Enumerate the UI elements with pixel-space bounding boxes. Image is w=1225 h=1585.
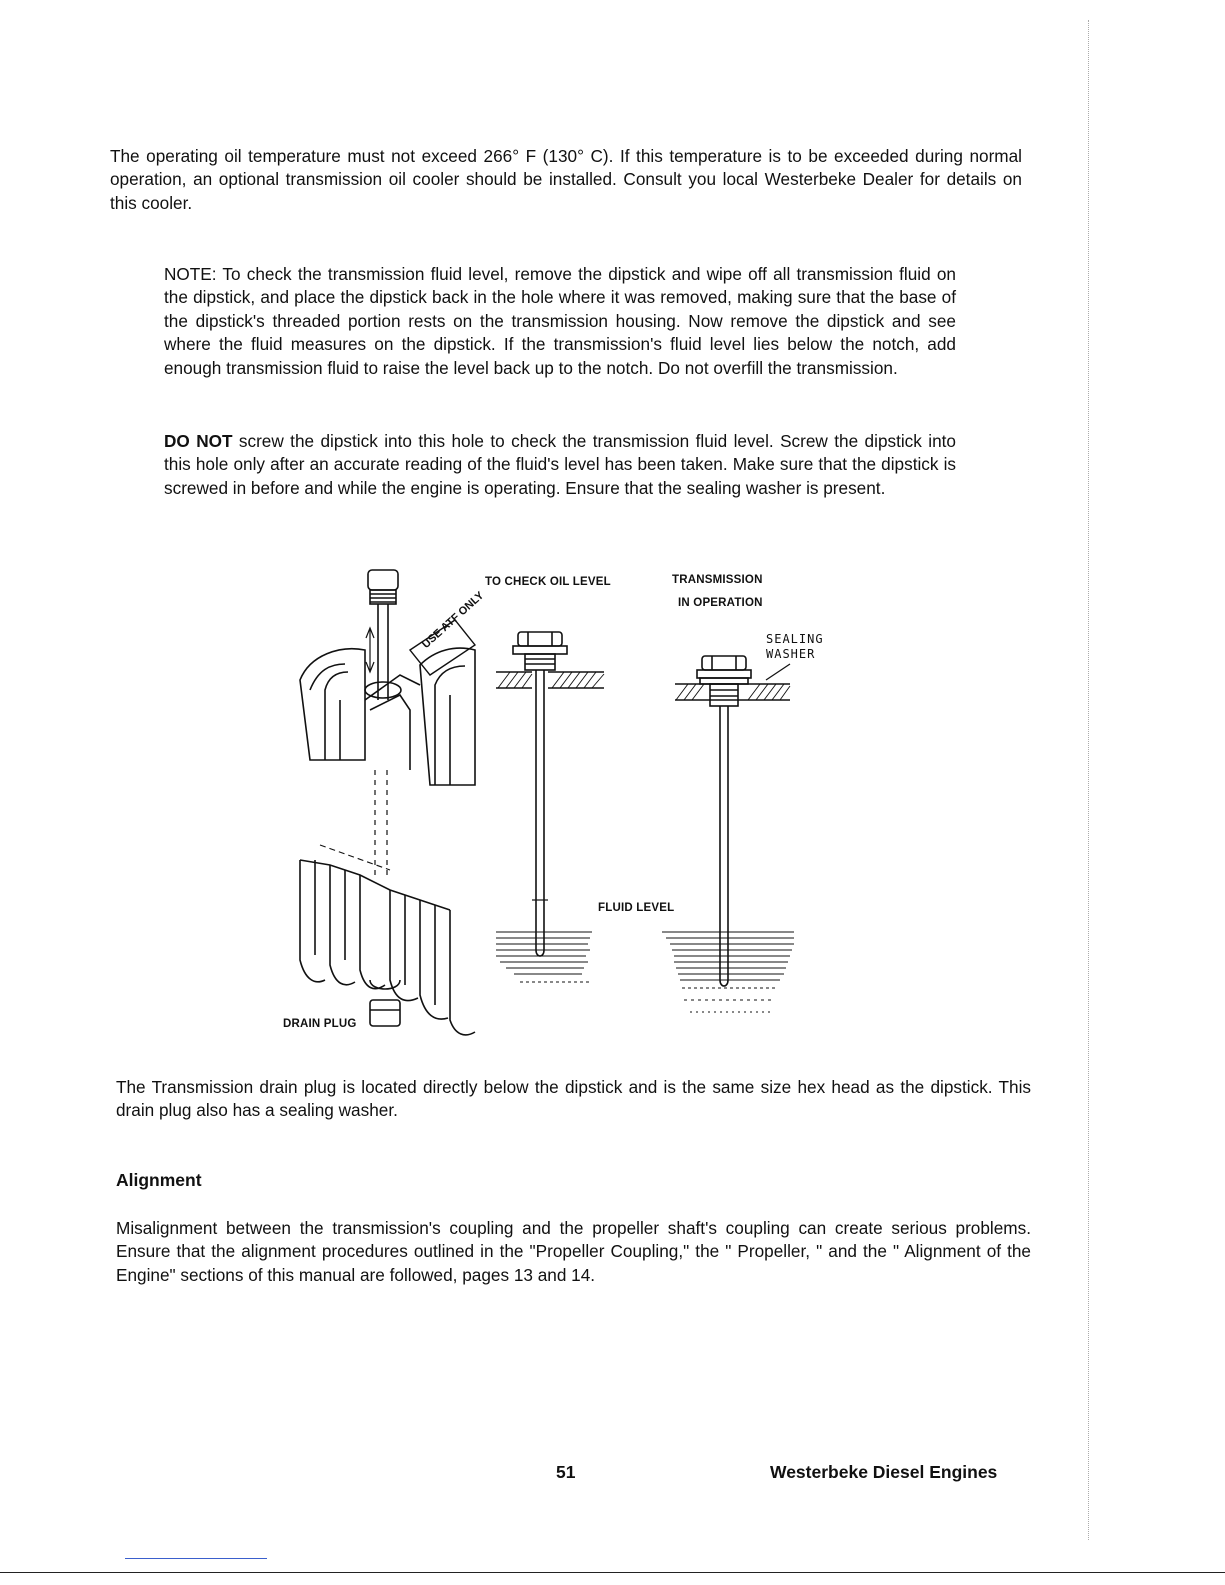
drain-plug-label: DRAIN PLUG: [283, 1018, 357, 1030]
bottom-rule: [0, 1572, 1225, 1573]
margin-divider: [1088, 20, 1089, 1540]
fluid-level-label: FLUID LEVEL: [598, 902, 675, 914]
footer-brand: Westerbeke Diesel Engines: [770, 1462, 998, 1482]
do-not-text: screw the dipstick into this hole to check the transmission fluid level. Screw the dipstick into this hole only after an accurate reading of the fluid's level has been taken. Make sure that the dipstick is screwed in before and while the engine is operating. Ensure that the sealing washer is present.: [164, 431, 956, 498]
drain-plug-paragraph: The Transmission drain plug is located directly below the dipstick and is the same size hex head as the dipstick. This drain plug also has a sealing washer.: [116, 1077, 1031, 1121]
alignment-heading: Alignment: [116, 1170, 202, 1190]
sealing-label: SEALING: [766, 632, 824, 646]
do-not-emphasis: DO NOT: [164, 431, 233, 451]
do-not-paragraph: [164, 430, 956, 500]
washer-label: WASHER: [766, 647, 816, 661]
note-paragraph: NOTE: To check the transmission fluid level, remove the dipstick and wipe off all transmission fluid on the dipstick, and place the dipstick back in the hole where it was removed, making sure that the base of the dipstick's threaded portion rests on the transmission housing. Now remove the dipstick and see where the fluid measures on the dipstick. If the transmission's fluid level lies below the notch, add enough transmission fluid to raise the level back up to the notch. Do not overfill the transmission.: [164, 264, 956, 378]
to-check-oil-level-label: TO CHECK OIL LEVEL: [485, 576, 611, 588]
housing-dipstick: [365, 570, 401, 880]
in-operation-label: IN OPERATION: [678, 597, 763, 609]
check-level-hatching: [498, 672, 604, 688]
atf-sticker-text: USE ATF ONLY: [420, 589, 487, 651]
check-level-dipstick: [496, 632, 604, 956]
dipstick-illustration: [270, 560, 850, 1040]
bottom-link-underline: [125, 1558, 267, 1559]
operation-hatching: [676, 684, 790, 700]
alignment-paragraph: Misalignment between the transmission's coupling and the propeller shaft's coupling can create serious problems. Ensure that the alignment procedures outlined in the "Propeller Coupling," the " Propeller, " and the " Alignment of the Engine" sections of this manual are followed, pages 13 and 14.: [116, 1218, 1031, 1285]
operation-dipstick: [675, 656, 790, 986]
transmission-label: TRANSMISSION: [672, 574, 763, 586]
page-number: 51: [556, 1462, 576, 1482]
intro-paragraph: The operating oil temperature must not exceed 266° F (130° C). If this temperature is to be exceeded during normal operation, an optional transmission oil cooler should be installed. Consult you local Westerbeke Dealer for details on this cooler.: [110, 146, 1022, 213]
